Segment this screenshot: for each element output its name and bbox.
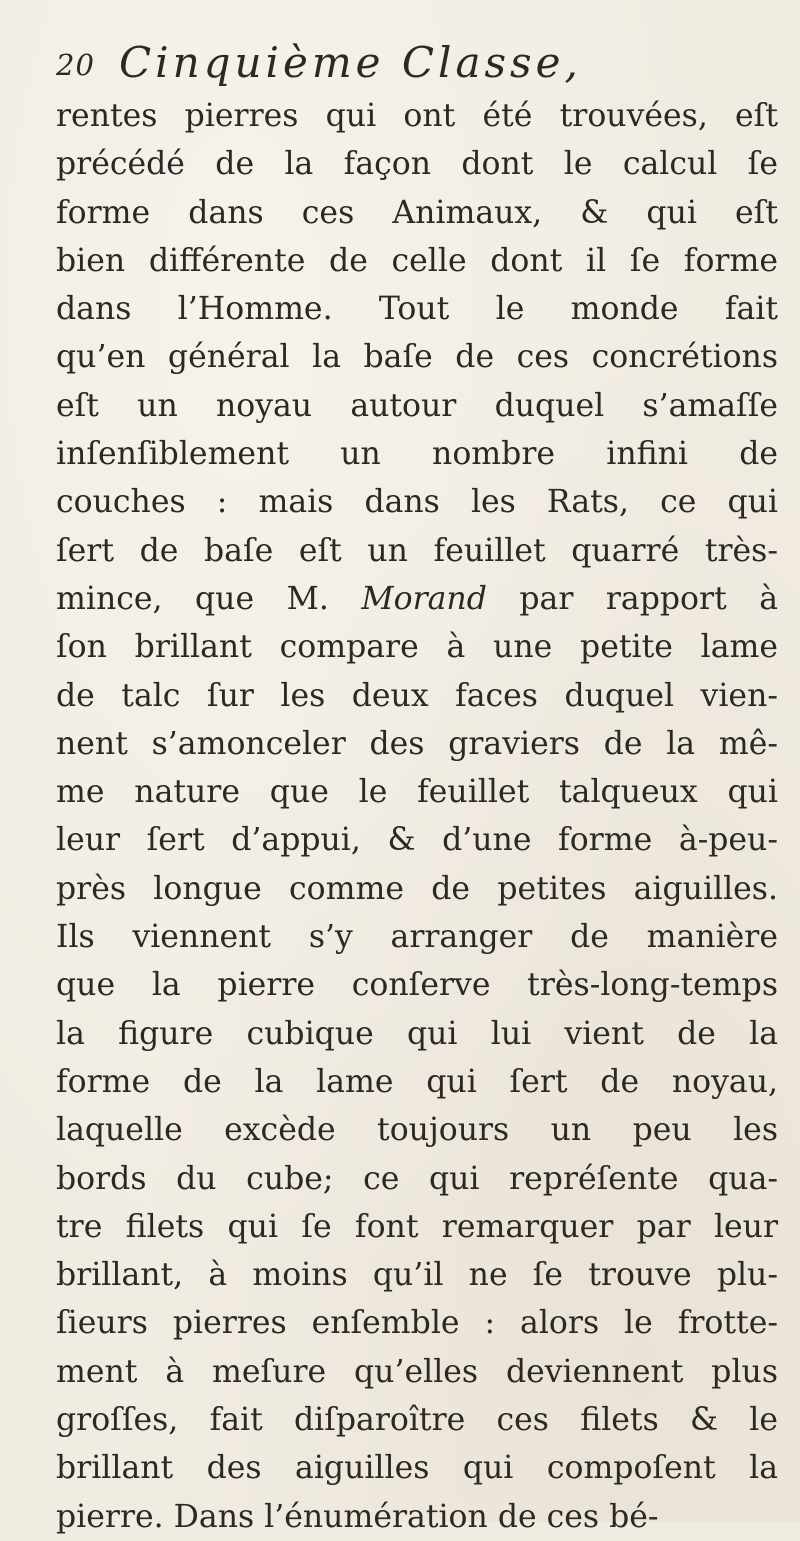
text-line: tre filets qui ſe font remarquer par leur xyxy=(56,1208,778,1245)
text-line: bords du cube; ce qui repréſente qua- xyxy=(56,1160,778,1197)
body-text xyxy=(56,92,778,1541)
text-line: nent s’amonceler des graviers de la mê- xyxy=(56,725,778,762)
text-line: me nature que le feuillet talqueux qui xyxy=(56,774,778,811)
text-line: précédé de la façon dont le calcul ſe xyxy=(56,146,778,183)
text-line: que la pierre conſerve très-long-temps xyxy=(56,967,778,1004)
text-line: brillant des aiguilles qui compoſent la xyxy=(56,1450,778,1487)
text-line: couches : mais dans les Rats, ce qui xyxy=(56,484,778,521)
text-line: leur ſert d’appui, & d’une forme à-peu- xyxy=(56,822,778,859)
text-line: la figure cubique qui lui vient de la xyxy=(56,1015,778,1052)
text-line: bien différente de celle dont il ſe forme xyxy=(56,242,778,279)
text-line: ſon brillant compare à une petite lame xyxy=(56,629,778,666)
text-line: ſieurs pierres enſemble : alors le frotte- xyxy=(56,1305,778,1342)
text-line: ment à meſure qu’elles deviennent plus xyxy=(56,1353,778,1390)
text-line: Ils viennent s’y arranger de manière xyxy=(56,919,778,956)
text-line: forme de la lame qui ſert de noyau, xyxy=(56,1063,778,1100)
text-line: près longue comme de petites aiguilles. xyxy=(56,870,778,907)
text-line: laquelle excède toujours un peu les xyxy=(56,1112,778,1149)
text-line: forme dans ces Animaux, & qui eſt xyxy=(56,194,778,231)
text-line: groſſes, fait diſparoître ces filets & le xyxy=(56,1402,778,1439)
text-line: ſert de baſe eſt un feuillet quarré très- xyxy=(56,532,778,569)
proper-name: Morand xyxy=(361,580,487,617)
text-line: pierre. Dans l’énumération de ces bé- xyxy=(56,1498,659,1535)
text-line: rentes pierres qui ont été trouvées, eſt xyxy=(56,98,778,134)
text-line: eſt un noyau autour duquel s’amaſſe xyxy=(56,387,778,424)
text-line: brillant, à moins qu’il ne ſe trouve plu- xyxy=(56,1257,778,1294)
text-line: de talc ſur les deux faces duquel vien- xyxy=(56,677,778,714)
text-line: inſenſiblement un nombre infini de xyxy=(56,436,778,473)
text-line: dans l’Homme. Tout le monde fait xyxy=(56,291,778,328)
text-line: qu’en général la baſe de ces concrétions xyxy=(56,339,778,376)
page-header xyxy=(56,38,760,98)
text-line: mince, que M. Morand par rapport à xyxy=(56,580,778,617)
page-number: 20 xyxy=(56,48,95,82)
running-title: Cinquième Classe, xyxy=(119,38,582,87)
